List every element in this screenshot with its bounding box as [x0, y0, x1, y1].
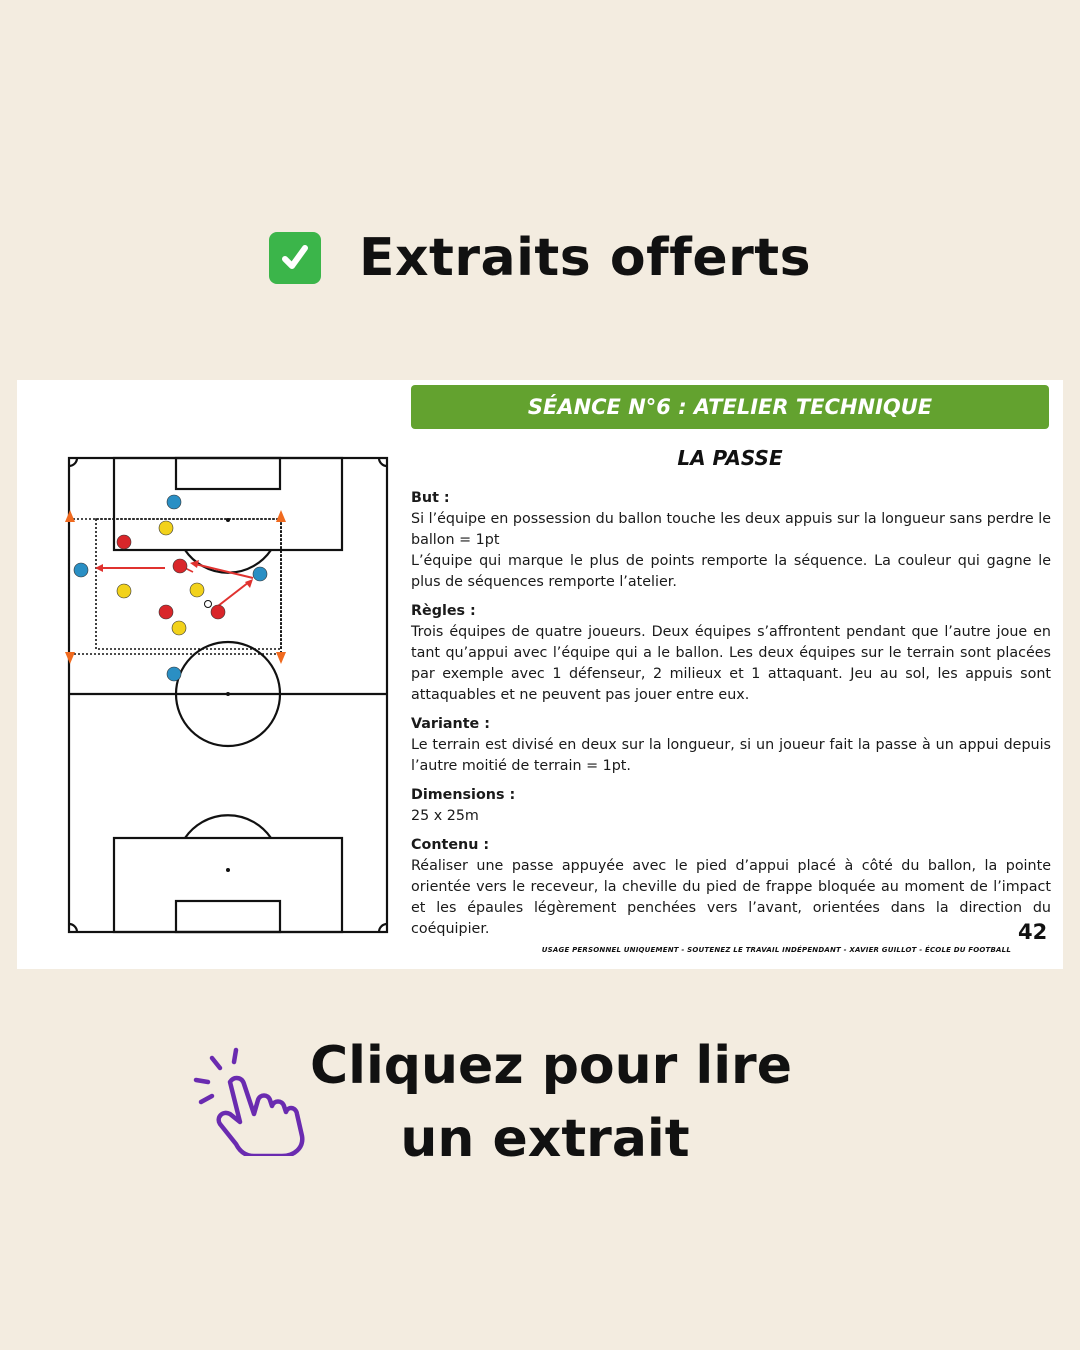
blue-player-icon [74, 563, 88, 577]
section-label: Dimensions : [411, 787, 516, 803]
corner-arc [379, 458, 387, 466]
section-but [411, 488, 1051, 593]
section-label: Règles : [411, 603, 476, 619]
pointing-hand-click-icon [190, 1044, 310, 1156]
red-player-icon [173, 559, 187, 573]
cone-icon [276, 510, 286, 522]
pitch-diagram [65, 452, 391, 934]
red-player-icon [211, 605, 225, 619]
section-dimensions [411, 785, 1051, 827]
center-spot [226, 692, 230, 696]
yellow-player-icon [159, 521, 173, 535]
pass-arrow [218, 582, 249, 606]
bottom-penalty-area [114, 838, 342, 932]
top-penalty-area [114, 458, 342, 550]
section-paragraph: L’équipe qui marque le plus de points remporte la séquence. La couleur qui gagne le plus de séquences remporte l’atelier. [411, 553, 1051, 590]
read-excerpt-cta[interactable] [190, 1030, 890, 1170]
yellow-player-icon [172, 621, 186, 635]
session-banner: SÉANCE N°6 : ATELIER TECHNIQUE [411, 385, 1049, 429]
blue-player-icon [167, 667, 181, 681]
footer-note: USAGE PERSONNEL UNIQUEMENT - SOUTENEZ LE TRAVAIL INDÉPENDANT - XAVIER GUILLOT - ÉCOLE DU FOOTBALL [541, 946, 1011, 954]
section-paragraph: 25 x 25m [411, 808, 479, 824]
section-paragraph: Le terrain est divisé en deux sur la longueur, si un joueur fait la passe à un appui depuis l’autre moitié de terrain = 1pt. [411, 737, 1051, 774]
section-paragraph: Réaliser une passe appuyée avec le pied d’appui placé à côté du ballon, la pointe orientée vers le receveur, la cheville du pied de frappe bloquée au moment de l’impact et les épaules légèrement penchées vers l’avant, orientées dans la direction du coéquipier. [411, 858, 1051, 937]
section-paragraph: Trois équipes de quatre joueurs. Deux équipes s’affrontent pendant que l’autre joue en tant qu’appui avec l’équipe qui a le ballon. Les deux équipes sur le terrain sont placées par exemple avec 1 défenseur, 2 milieux et 1 attaquant. Jeu au sol, les appuis sont attaquables et ne peuvent pas jouer entre eux. [411, 624, 1051, 703]
section-regles [411, 601, 1051, 706]
session-content [411, 488, 1051, 948]
red-player-icon [117, 535, 131, 549]
cone-icon [276, 652, 286, 664]
section-paragraph: Si l’équipe en possession du ballon touche les deux appuis sur la longueur sans perdre le ballon = 1pt [411, 511, 1051, 548]
cta-line-1[interactable]: Cliquez pour lire [310, 1036, 792, 1096]
section-label: Contenu : [411, 837, 490, 853]
red-player-icon [159, 605, 173, 619]
section-label: But : [411, 490, 450, 506]
header [0, 222, 1080, 294]
cta-line-2[interactable]: un extrait [400, 1109, 690, 1169]
cta-text[interactable] [310, 1030, 792, 1176]
page-number: 42 [1018, 920, 1048, 944]
yellow-player-icon [190, 583, 204, 597]
bottom-penalty-arc [185, 815, 271, 838]
excerpt-page[interactable] [17, 380, 1063, 969]
section-contenu [411, 835, 1051, 940]
blue-player-icon [167, 495, 181, 509]
players [74, 495, 267, 681]
cones [65, 510, 286, 664]
header-title: Extraits offerts [358, 228, 812, 288]
ball-icon [205, 601, 212, 608]
top-goal-area [176, 458, 280, 489]
section-label: Variante : [411, 716, 490, 732]
corner-arc [69, 924, 77, 932]
penalty-spot [226, 868, 230, 872]
bottom-goal-area [176, 901, 280, 932]
corner-arc [69, 458, 77, 466]
arrow-head [95, 564, 103, 572]
corner-arc [379, 924, 387, 932]
blue-player-icon [253, 567, 267, 581]
session-subtitle: LA PASSE [677, 446, 783, 470]
section-variante [411, 714, 1051, 777]
cone-icon [65, 652, 75, 664]
check-mark-icon [269, 232, 321, 284]
cone-icon [65, 510, 75, 522]
yellow-player-icon [117, 584, 131, 598]
